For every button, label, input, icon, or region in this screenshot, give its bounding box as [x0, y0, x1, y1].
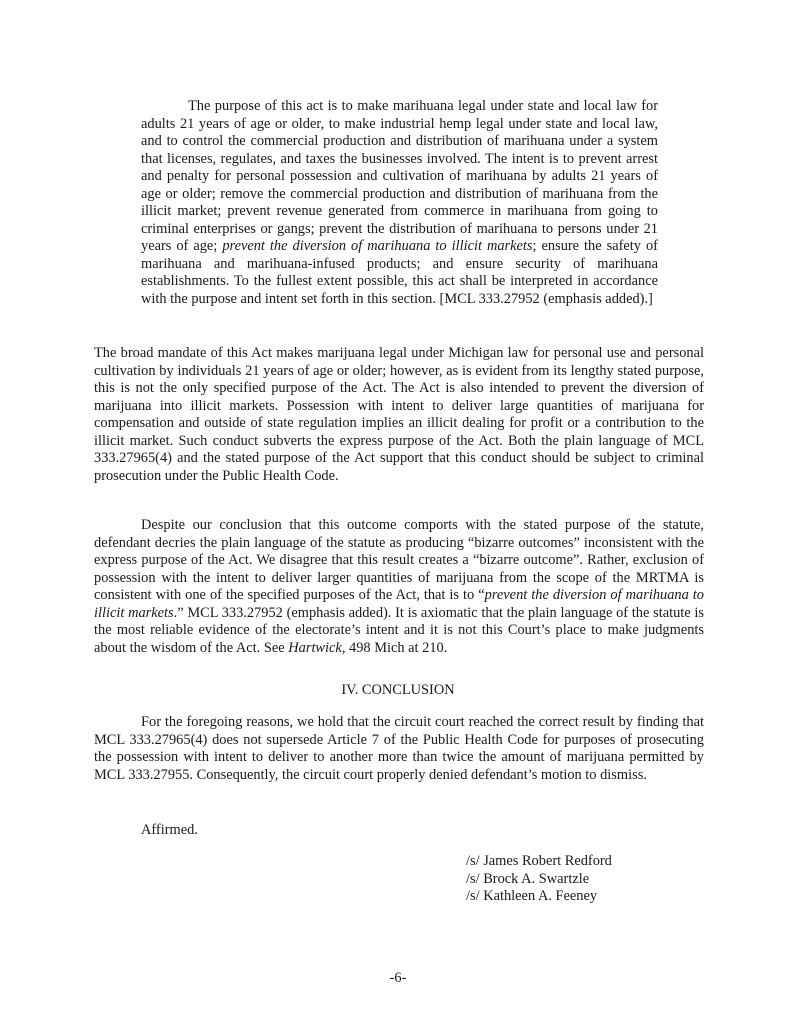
section-heading: IV. CONCLUSION [341, 682, 455, 698]
page-number: -6- [389, 970, 407, 986]
quote-tail-text: ; ensure the safety of marihuana and marihuana-infused products; and ensure security of marihuana establishments. To the fullest extent possible, this act shall be interpreted in accordance with the purpose and intent set forth in this section. [MCL 333.27952 (emphasis added).] [141, 238, 658, 307]
quote-emphasis-text: prevent the diversion of marihuana to illicit markets [222, 238, 533, 254]
paragraph-conclusion [94, 714, 704, 784]
signature-line: /s/ James Robert Redford [466, 853, 612, 869]
paragraph-despite-conclusion [94, 517, 704, 657]
signature-line: /s/ Kathleen A. Feeney [466, 888, 598, 904]
paragraph-text: For the foregoing reasons, we hold that the circuit court reached the correct result by finding that MCL 333.27965(4) does not supersede Article 7 of the Public Health Code for purposes of prosecuting the possession with intent to deliver to another more than twice the amount of marijuana permitted by MCL 333.27955. Consequently, the circuit court properly denied defendant’s motion to dismiss. [94, 714, 704, 783]
paragraph-broad-mandate [94, 345, 704, 485]
paragraph-emphasis-text: prevent the diversion of marihuana to illicit markets [94, 587, 704, 621]
signature-block [466, 853, 612, 906]
paragraph-text-part1: Despite our conclusion that this outcome comports with the stated purpose of the statute, defendant decries the plain language of the statute as producing “bizarre outcomes” inconsistent with the express purpose of the Act. We disagree that this result creates a “bizarre outcome”. Rather, exclusion of possession with the intent to deliver larger quantities of marijuana from the scope of the MRTMA is consistent with one of the specified purposes of the Act, that is to “ [94, 517, 704, 603]
disposition-text: Affirmed. [141, 822, 198, 838]
signature-line: /s/ Brock A. Swartzle [466, 870, 590, 887]
paragraph-text-part3: , 498 Mich at 210. [341, 639, 448, 656]
paragraph-text-part2: .” MCL 333.27952 (emphasis added). It is axiomatic that the plain language of the statute is the most reliable evidence of the electorate’s intent and it is not this Court’s place to make judgments about the wisdom of the Act. See [94, 604, 704, 656]
quote-lead-text: The purpose of this act is to make marihuana legal under state and local law for adults 21 years of age or older, to make industrial hemp legal under state and local law, and to control the commercial production and distribution of marihuana under a system that licenses, regulates, and taxes the businesses involved. The intent is to prevent arrest and penalty for personal possession and cultivation of marihuana by adults 21 years of age or older; remove the commercial production and distribution of marihuana from the illicit market; prevent revenue generated from commerce in marihuana from going to criminal enterprises or gangs; prevent the distribution of marihuana to persons under 21 years of age; [141, 98, 658, 254]
block-quote [141, 98, 658, 308]
case-citation: Hartwick [288, 639, 342, 656]
paragraph-text: The broad mandate of this Act makes marijuana legal under Michigan law for personal use and personal cultivation by individuals 21 years of age or older; however, as is evident from its lengthy stated purpose, this is not the only specified purpose of the Act. The Act is also intended to prevent the diversion of marijuana into illicit markets. Possession with intent to deliver large quantities of marijuana for compensation and outside of state regulation implies an illicit dealing for profit or a contribution to the illicit market. Such conduct subverts the express purpose of the Act. Both the plain language of MCL 333.27965(4) and the stated purpose of the Act support that this conduct should be subject to criminal prosecution under the Public Health Code. [94, 345, 704, 484]
